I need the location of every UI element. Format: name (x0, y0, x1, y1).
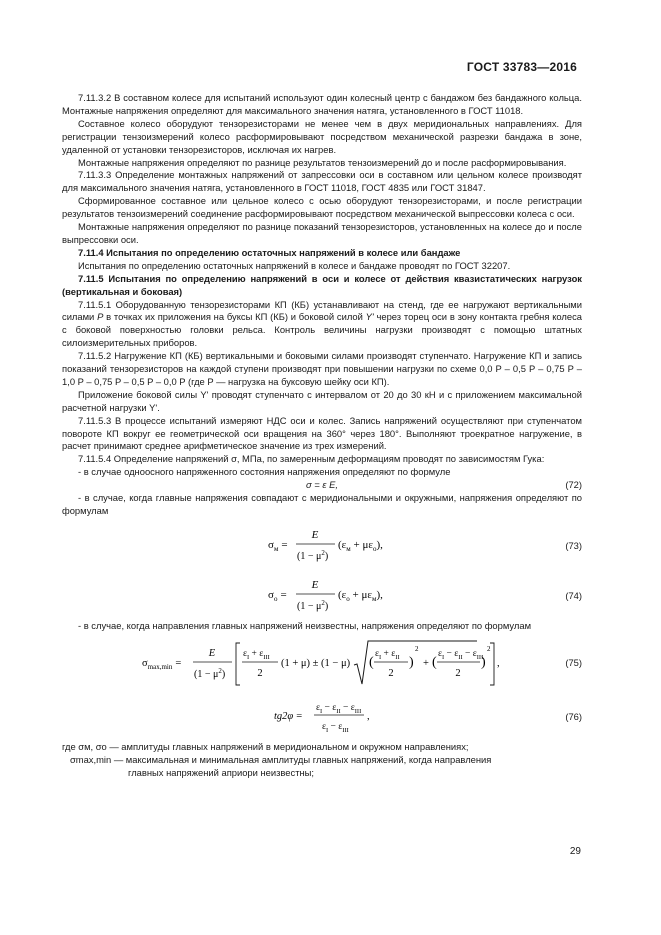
svg-text:(εм + μεо),: $(\varepsilon_м + \mu\varepsilon_о)$, (338, 538, 383, 553)
svg-text:+: + (423, 657, 429, 669)
svg-text:,: , (367, 710, 370, 722)
symbol-definitions (62, 741, 582, 780)
definition-sigma-m-o: где σм, σо — амплитуды главных напряжений в меридиональном и окружном направлениях; (62, 740, 469, 752)
paragraph: Составное колесо оборудуют тензорезисторами не менее чем в двух меридиональных направлениях. Для регистрации тензоизмерений колесо расформировывают посредством механической разрезки бандажа в зоне, удаленной от установки тензорезисторов, исключая их нагрев. (62, 117, 582, 155)
svg-text:2: 2 (257, 667, 263, 679)
svg-text:εI − εII − εIII: $\varepsilon_I - \varepsilon_{II} - \varepsilon_{III}$ (438, 648, 484, 661)
section-heading-7-11-4: 7.11.4 Испытания по определению остаточных напряжений в колесе или бандаже (78, 246, 461, 258)
formula-number-75: (75) (565, 656, 582, 668)
formula-72: σ = ε E, (72) (306, 479, 582, 491)
svg-text:σм=: $\sigma_м$ = (268, 538, 288, 553)
page-number: 29 (569, 846, 581, 857)
definition-sigma-max-min: σmax,min — максимальная и минимальная амплитуды главных напряжений, когда направления (70, 753, 492, 765)
paragraph-7-11-5-2: 7.11.5.2 Нагружение КП (КБ) вертикальными и боковыми силами производят ступенчато. Нагружение КП и запись показаний тензорезисторов на каждой ступени производят при повышении нагрузки по схеме 0,0 P – 0,5 P – 0,75 P – 1,0 P – 0,75 P – 0,5 P – 0,0 P (где P — нагрузка на буксовую шейку оси КП). (62, 350, 582, 387)
svg-text:εI + εIII: $\varepsilon_I + \varepsilon_{III}$ (243, 648, 270, 661)
formula-75 (62, 639, 582, 689)
svg-text:E: E (311, 528, 319, 541)
formula-number-72: (72) (565, 479, 582, 491)
svg-text:(1 − μ2): $(1 - \mu^2)$ (297, 548, 329, 562)
svg-text:2: 2 (455, 667, 461, 679)
definition-continuation: главных напряжений априори неизвестны; (128, 766, 315, 778)
svg-text:2: 2 (415, 644, 419, 653)
svg-text:εI − εII − εIII: $\varepsilon_I - \varepsilon_{II} - \varepsilon_{III}$ (316, 702, 362, 715)
svg-text:σmax,min=: $\sigma_{max,min}$ = (142, 657, 182, 671)
svg-text:εI + εII: $\varepsilon_I + \varepsilon_{II}$ (375, 648, 400, 661)
svg-text:,: , (497, 657, 500, 669)
svg-text:σо=: $\sigma_о$ = (268, 588, 287, 603)
formula-73-graphic (62, 524, 582, 570)
svg-text:E: E (311, 578, 319, 591)
paragraph-7-11-5-4: 7.11.5.4 Определение напряжений σ, МПа, по замеренным деформациям проводят по зависимостям Гука: (78, 453, 545, 465)
paragraph-7-11-3-3: 7.11.3.3 Определение монтажных напряжений от запрессовки оси в составном или цельном колесе производят для максимального значения натяга, установленного в ГОСТ 11018, ГОСТ 4835 или ГОСТ 31847. (62, 169, 582, 194)
paragraph: Испытания по определению остаточных напряжений в колесе и бандаже проводят по ГОСТ 32207. (78, 259, 511, 271)
formula-73 (62, 524, 582, 570)
formula-75-graphic (62, 639, 582, 689)
formula-number-74: (74) (565, 589, 582, 601)
svg-text:): ) (409, 654, 414, 670)
formula-76 (62, 695, 582, 739)
paragraph: Приложение боковой силы Y' проводят ступенчато с интервалом от 20 до 30 кН и с приложением максимальной расчетной нагрузки Y'. (62, 388, 582, 413)
formula-76-graphic (62, 695, 582, 739)
svg-text:(εо + μεм),: $(\varepsilon_о + \mu\varepsilon_м)$, (338, 588, 383, 603)
case-unknown-text: - в случае, когда направления главных напряжений неизвестны, напряжения определяют по формулам (78, 619, 532, 631)
paragraph: Монтажные напряжения определяют по разнице результатов тензоизмерений до и после расформировывания. (78, 156, 567, 168)
svg-text:): ) (481, 654, 486, 670)
formula-number-76: (76) (565, 710, 582, 722)
standard-header: ГОСТ 33783—2016 (466, 60, 577, 74)
paragraph-7-11-5-3: 7.11.5.3 В процессе испытаний измеряют НДС оси и колес. Запись напряжений осуществляют при ступенчатом повороте КП вокруг ее геометрической оси вращения на 360° через 180°. Выполняют троекратное нагружение, в расчет принимают среднее арифметическое значение из трех измерений. (62, 414, 582, 452)
right-bracket (490, 643, 494, 685)
svg-text:(: ( (432, 654, 437, 670)
svg-text:E: E (208, 647, 216, 659)
svg-text:(: ( (369, 654, 374, 670)
case-uniaxial-text: - в случае одноосного напряженного состояния напряжения определяют по формуле (78, 466, 451, 478)
paragraph-7-11-3-2: 7.11.3.2 В составном колесе для испытаний используют один колесный центр с бандажом без бандажного кольца. Монтажные напряжения определяют для максимального значения натяга, установленного в ГОСТ 11018. (62, 92, 582, 116)
svg-text:2: 2 (487, 644, 491, 653)
formula-74-graphic (62, 574, 582, 620)
svg-text:2: 2 (388, 667, 394, 679)
paragraph-7-11-5-1: 7.11.5.1 Оборудованную тензорезисторами КП (КБ) устанавливают на стенд, где ее нагружают вертикальными силами P в точках их приложения на буксы КП (КБ) и боковой силой Y' через торец оси в зону контакта гребня колеса с боковой поверхностью головки рельса. Контроль величины нагрузки производят с помощью штатных силоизмерительных приборов. (62, 298, 582, 349)
section-heading-7-11-5: 7.11.5 Испытания по определению напряжений в оси и колесе от действия квазистатических нагрузок (вертикальная и боковая) (62, 272, 582, 297)
svg-text:(1 − μ2): $(1 - \mu^2)$ (194, 666, 226, 680)
case-coinciding-text: - в случае, когда главные напряжения совпадают с меридиональными и окружными, напряжения определяют по формулам (62, 492, 582, 516)
svg-text:(1 + μ) ± (1 − μ): (1 + μ) ± (1 − μ) (281, 657, 351, 669)
page-content (62, 92, 582, 780)
paragraph: Сформированное составное или цельное колесо с осью оборудуют тензорезисторами, и после регистрации результатов тензоизмерений соединение расформировывают посредством механической выпрессовки колеса с оси. (62, 195, 582, 220)
svg-text:εI − εIII: $\varepsilon_I - \varepsilon_{III}$ (322, 721, 349, 734)
svg-text:(1 − μ2): $(1 - \mu^2)$ (297, 598, 329, 612)
formula-number-73: (73) (565, 539, 582, 551)
paragraph: Монтажные напряжения определяют по разнице показаний тензорезисторов, установленных на колесе до и после выпрессовки оси. (62, 221, 582, 245)
left-bracket (236, 643, 240, 685)
formula-74 (62, 574, 582, 620)
svg-text:tg2φ=: tg2φ = (274, 710, 303, 722)
